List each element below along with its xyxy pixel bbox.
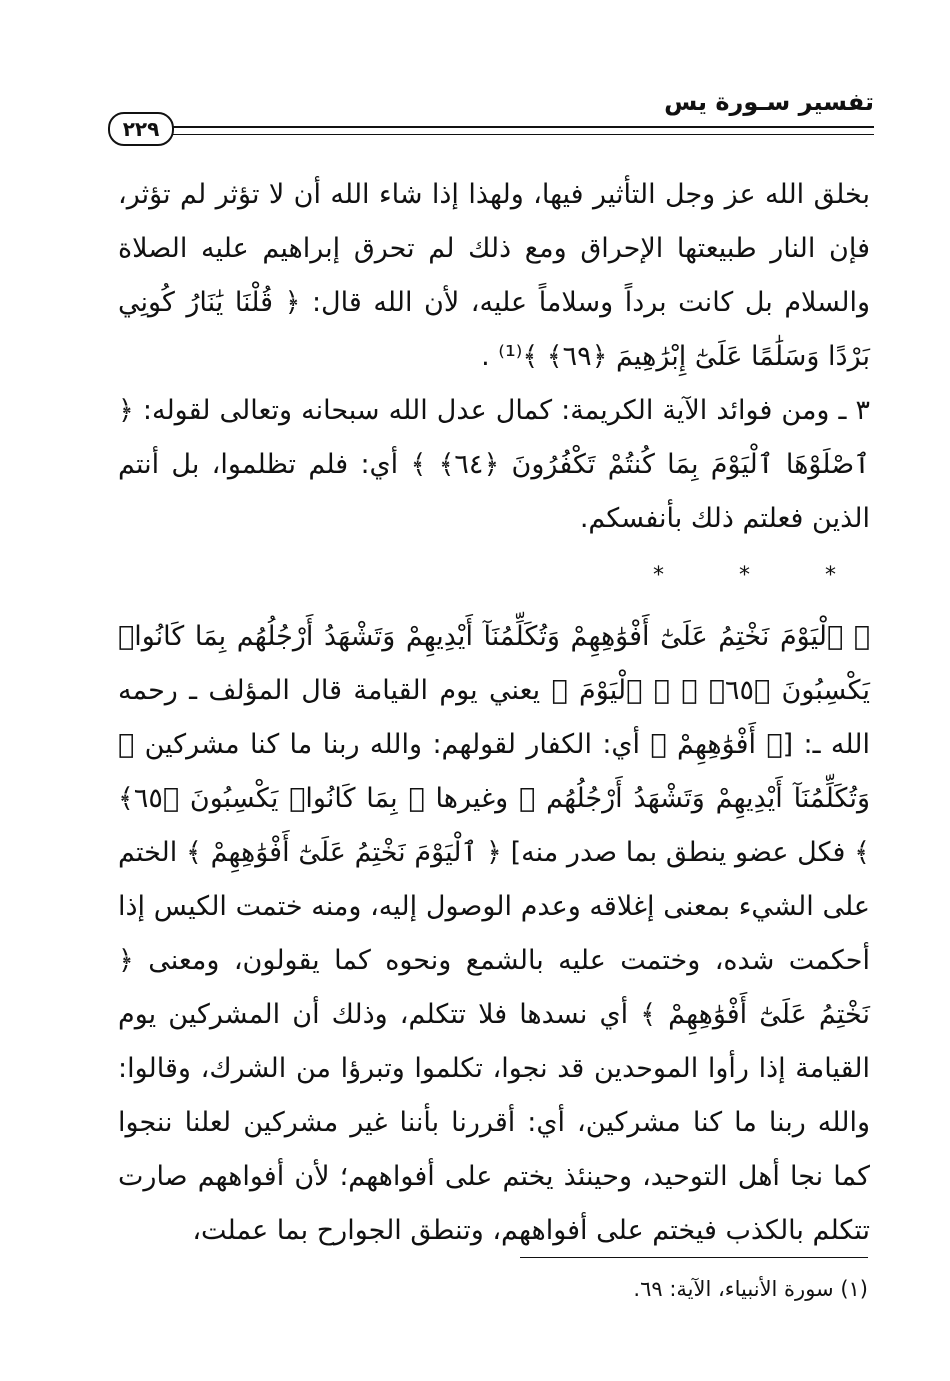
paragraph-continuation: بخلق الله عز وجل التأثير فيها، ولهذا إذا شاء الله أن لا تؤثر لم تؤثر، فإن النار طبيعتها الإحراق ومع ذلك لم تحرق إبراهيم عليه الصلاة والسلام بل كانت برداً وسلاماً عليه، لأن الله قال: ﴿ قُلْنَا يَٰنَارُ كُونِي بَرْدًا وَسَلَٰمًا عَلَىٰٓ إِبْرَٰهِيمَ ﴿٦٩﴾ ﴾⁽¹⁾ . — [118, 179, 870, 372]
main-text — [118, 168, 870, 1258]
section-separator: * * * — [653, 563, 870, 588]
footnote-divider — [520, 1257, 868, 1258]
paragraph-verse-65: ﴿ ٱلْيَوْمَ نَخْتِمُ عَلَىٰٓ أَفْوَٰهِهِمْ وَتُكَلِّمُنَآ أَيْدِيهِمْ وَتَشْهَدُ أَرْجُلُهُم بِمَا كَانُوا۟ يَكْسِبُونَ ﴿٦٥﴾ ﴾ ﴿ ٱلْيَوْمَ ﴾ يعني يوم القيامة قال المؤلف ـ رحمه الله ـ: [﴿ أَفْوَٰهِهِمْ ﴾ أي: الكفار لقولهم: والله ربنا ما كنا مشركين ﴿ وَتُكَلِّمُنَآ أَيْدِيهِمْ وَتَشْهَدُ أَرْجُلُهُم ﴾ وغيرها ﴿ بِمَا كَانُوا۟ يَكْسِبُونَ ﴿٦٥﴾ ﴾ فكل عضو ينطق بما صدر منه] ﴿ ٱلْيَوْمَ نَخْتِمُ عَلَىٰٓ أَفْوَٰهِهِمْ ﴾ الختم على الشيء بمعنى إغلاقه وعدم الوصول إليه، ومنه ختمت الكيس إذا أحكمت شده، وختمت عليه بالشمع ونحوه كما يقولون، ومعنى ﴿ نَخْتِمُ عَلَىٰٓ أَفْوَٰهِهِمْ ﴾ أي نسدها فلا تتكلم، وذلك أن المشركين يوم القيامة إذا رأوا الموحدين قد نجوا، تكلموا وتبرؤا من الشرك، وقالوا: والله ربنا ما كنا مشركين، أي: أقررنا بأننا غير مشركين لعلنا ننجوا كما نجا أهل التوحيد، وحينئذ يختم على أفواههم؛ لأن أفواههم صارت تتكلم بالكذب فيختم على أفواههم، وتنطق الجوارح بما عملت، — [118, 621, 870, 1246]
running-title: تفسير سـورة يس — [664, 88, 874, 116]
header-rule — [166, 126, 874, 135]
paragraph-benefit-3: ٣ ـ ومن فوائد الآية الكريمة: كمال عدل الله سبحانه وتعالى لقوله: ﴿ ٱصْلَوْهَا ٱلْيَوْمَ بِمَا كُنتُمْ تَكْفُرُونَ ﴿٦٤﴾ ﴾ أي: فلم تظلموا، بل أنتم الذين فعلتم ذلك بأنفسكم. — [118, 395, 870, 534]
page-header — [108, 88, 874, 148]
page-number: ٢٢٩ — [108, 112, 174, 146]
footnote: (١) سورة الأنبياء، الآية: ٦٩. — [633, 1277, 868, 1301]
